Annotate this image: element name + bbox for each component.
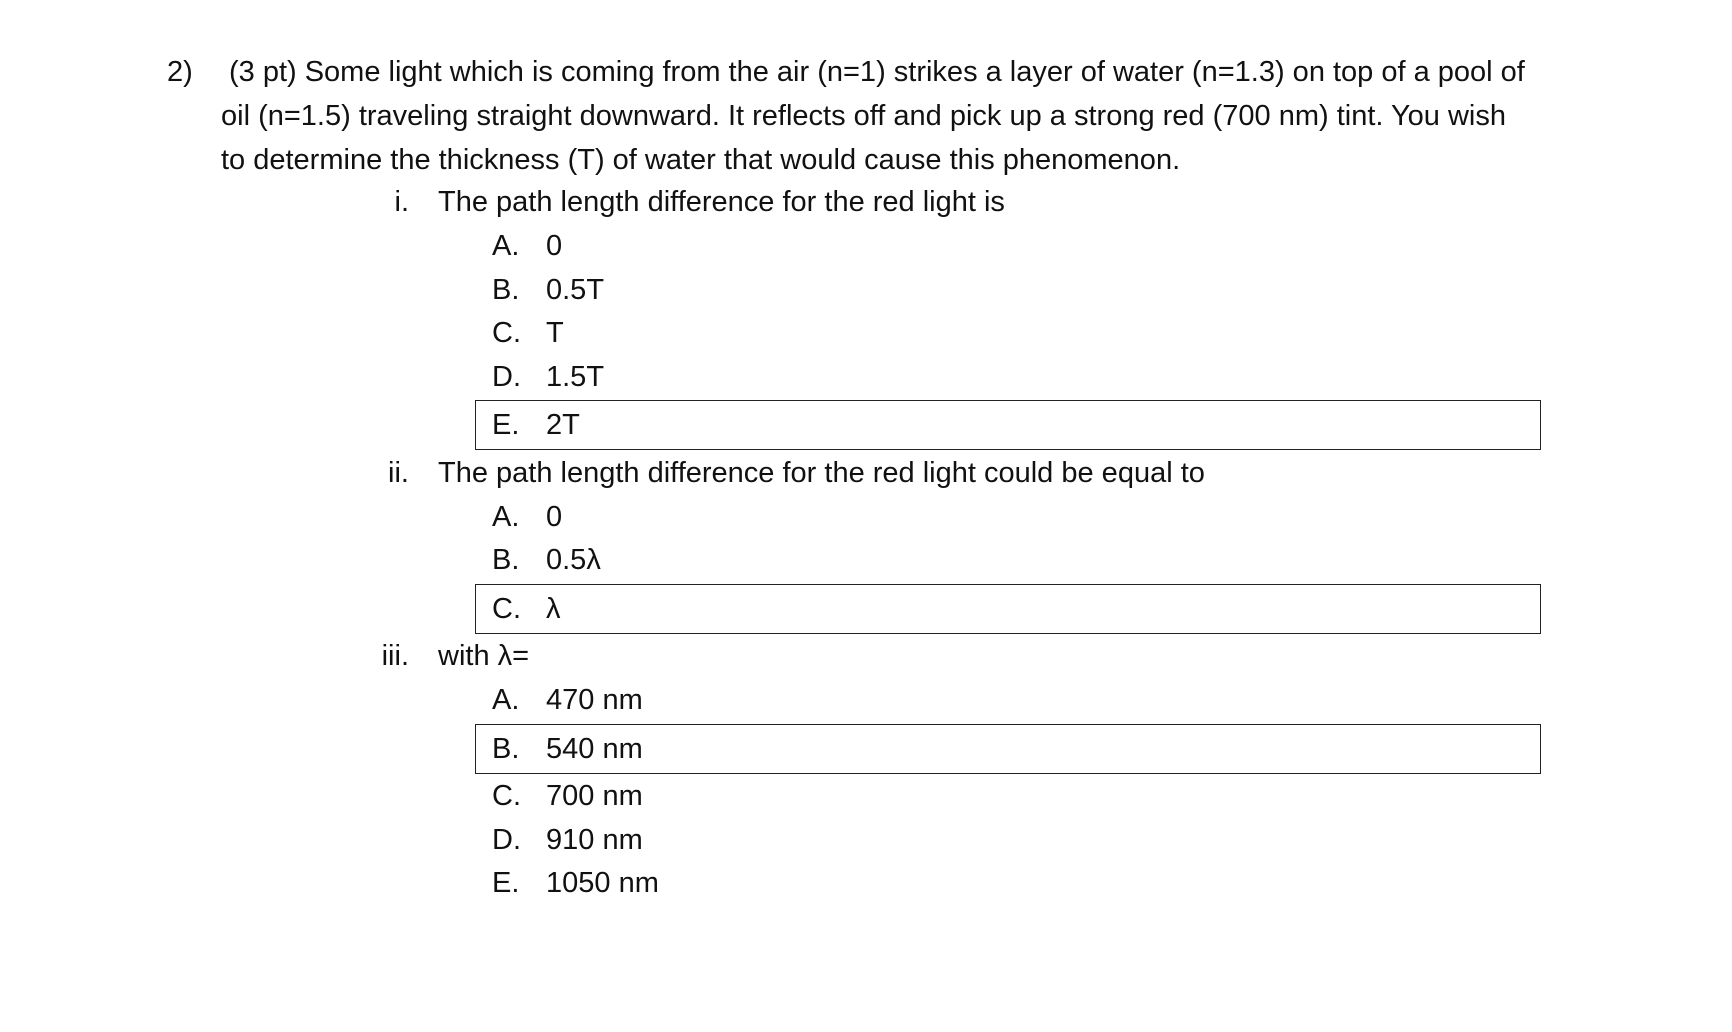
- choice-text: 0.5T: [546, 274, 605, 306]
- choice-letter: C.: [492, 317, 521, 349]
- choice-letter: A.: [492, 501, 520, 533]
- part-prompt: The path length difference for the red light could be equal to: [438, 457, 1205, 489]
- choice-i-a: [0, 224, 1732, 268]
- part-number: ii.: [388, 457, 409, 489]
- choice-text: 0: [546, 230, 563, 262]
- choice-ii-b: [0, 538, 1732, 582]
- choice-letter: E.: [492, 409, 520, 441]
- choice-letter: C.: [492, 593, 521, 625]
- choice-i-d: [0, 355, 1732, 399]
- part-prompt: with λ=: [438, 640, 530, 672]
- choice-text: T: [546, 317, 564, 349]
- part-number: i.: [394, 186, 409, 218]
- choice-letter: D.: [492, 361, 521, 393]
- choice-letter: B.: [492, 274, 520, 306]
- choice-letter: E.: [492, 867, 520, 899]
- choice-text: 1050 nm: [546, 867, 659, 899]
- choice-iii-b: [0, 727, 1732, 771]
- choice-letter: A.: [492, 230, 520, 262]
- question-number: 2): [167, 56, 193, 88]
- choice-text: 540 nm: [546, 733, 643, 765]
- choice-text: 1.5T: [546, 361, 605, 393]
- question-points: (3 pt): [229, 56, 297, 88]
- choice-iii-a: [0, 678, 1732, 722]
- choice-iii-d: [0, 818, 1732, 862]
- question-stem: [221, 50, 1531, 182]
- part-ii: [0, 451, 1732, 495]
- choice-i-b: [0, 268, 1732, 312]
- choice-ii-c: [0, 587, 1732, 631]
- choice-ii-a: [0, 495, 1732, 539]
- part-number: iii.: [381, 640, 409, 672]
- choice-text: 0.5λ: [546, 544, 601, 576]
- choice-letter: A.: [492, 684, 520, 716]
- choice-text: 0: [546, 501, 563, 533]
- choice-text: 910 nm: [546, 824, 643, 856]
- choice-text: 700 nm: [546, 780, 643, 812]
- choice-letter: B.: [492, 544, 520, 576]
- choice-text: λ: [546, 593, 561, 625]
- choice-letter: D.: [492, 824, 521, 856]
- part-iii: [0, 634, 1732, 678]
- question-text: Some light which is coming from the air (n=1) strikes a layer of water (n=1.3) on top of a pool of oil (n=1.5) traveling straight downward. It reflects off and pick up a strong red (700 nm) tint. You wish to determine the thickness (T) of water that would cause this phenomenon.: [221, 56, 1525, 176]
- choice-iii-e: [0, 861, 1732, 905]
- choice-iii-c: [0, 774, 1732, 818]
- choice-i-c: [0, 311, 1732, 355]
- choice-letter: B.: [492, 733, 520, 765]
- choice-text: 470 nm: [546, 684, 643, 716]
- part-i: [0, 180, 1732, 224]
- choice-text: 2T: [546, 409, 580, 441]
- choice-i-e: [0, 403, 1732, 447]
- part-prompt: The path length difference for the red light is: [438, 186, 1005, 218]
- choice-letter: C.: [492, 780, 521, 812]
